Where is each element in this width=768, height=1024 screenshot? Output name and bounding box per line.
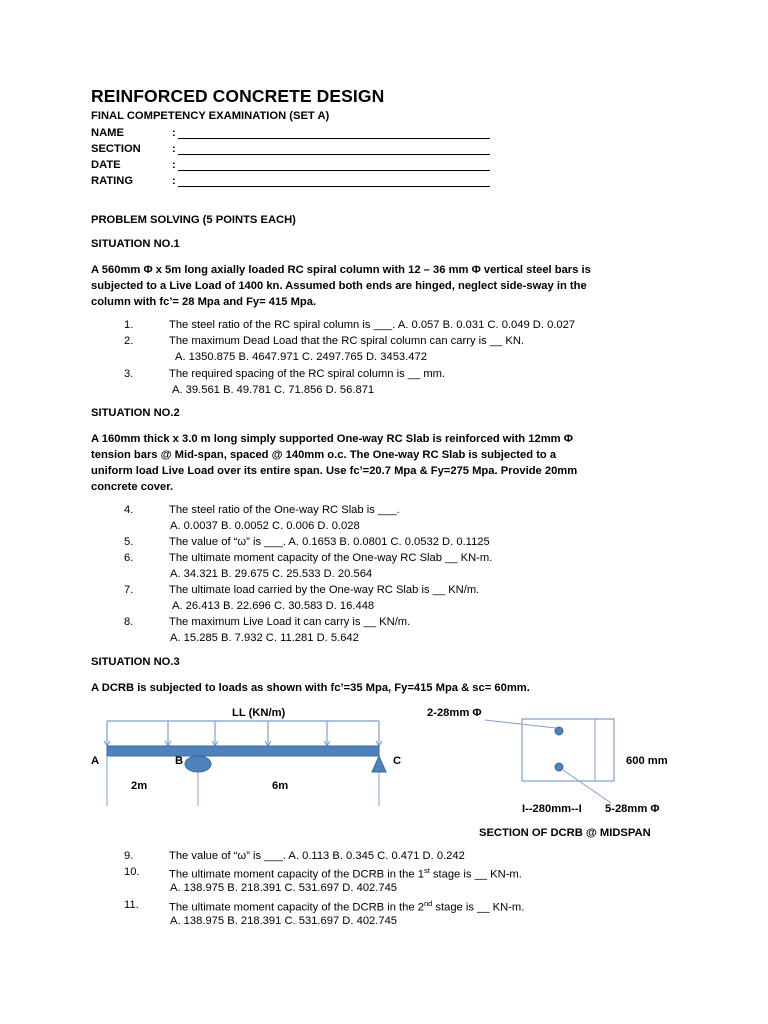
beam <box>107 746 379 756</box>
section-caption: SECTION OF DCRB @ MIDSPAN <box>479 827 651 839</box>
question-text-sup: st <box>423 866 430 875</box>
question-text <box>169 899 524 914</box>
point-b-label: B <box>175 755 184 767</box>
page-subtitle: FINAL COMPETENCY EXAMINATION (SET A) <box>91 110 330 122</box>
statement-line: A 560mm Φ x 5m long axially loaded RC spiral column with 12 – 36 mm Φ vertical steel bars is <box>91 264 591 276</box>
question-text <box>169 866 522 881</box>
problem-heading: PROBLEM SOLVING (5 POINTS EACH) <box>91 214 296 226</box>
name-colon: : <box>172 127 176 139</box>
bottom-bars-leader <box>563 770 611 803</box>
question-number: 8. <box>124 616 134 628</box>
point-a-label: A <box>91 755 100 767</box>
statement-line: column with fc’= 28 Mpa and Fy= 415 Mpa. <box>91 296 317 308</box>
question-options: A. 26.413 B. 22.696 C. 30.583 D. 16.448 <box>172 600 375 612</box>
question-number: 10. <box>124 866 140 878</box>
question-number: 9. <box>124 850 134 862</box>
top-bar <box>555 727 563 735</box>
question-text: The steel ratio of the One-way RC Slab is ___. <box>169 504 400 516</box>
question-text-sup: nd <box>423 899 433 908</box>
top-bars-leader <box>485 720 556 728</box>
question-text: The maximum Dead Load that the RC spiral column can carry is __ KN. <box>169 335 525 347</box>
statement-line: subjected to a Live Load of 1400 kn. Assumed both ends are hinged, neglect side-sway in the <box>91 280 587 292</box>
rating-label: RATING <box>91 175 134 187</box>
date-label: DATE <box>91 159 121 171</box>
question-options: A. 39.561 B. 49.781 C. 71.856 D. 56.871 <box>172 384 375 396</box>
depth-label: 600 mm <box>626 755 668 767</box>
point-c-label: C <box>393 755 402 767</box>
load-label: LL (KN/m) <box>232 707 286 719</box>
width-label: I--280mm--I <box>522 803 582 815</box>
question-text: The ultimate moment capacity of the One-way RC Slab __ KN-m. <box>169 552 493 564</box>
statement-line: concrete cover. <box>91 481 174 493</box>
question-options: A. 15.285 B. 7.932 C. 11.281 D. 5.642 <box>170 632 359 644</box>
statement-line: uniform load Live Load over its entire span. Use fc’=20.7 Mpa & Fy=275 Mpa. Provide 20mm <box>91 465 578 477</box>
top-bars-label: 2-28mm Φ <box>427 707 482 719</box>
rating-colon: : <box>172 175 176 187</box>
situation-1-title: SITUATION NO.1 <box>91 238 180 250</box>
pin-support-c <box>372 756 386 772</box>
span-2-label: 6m <box>272 780 289 792</box>
page-title: REINFORCED CONCRETE DESIGN <box>91 86 385 106</box>
question-text: The steel ratio of the RC spiral column is ___. A. 0.057 B. 0.031 C. 0.049 D. 0.027 <box>169 319 576 331</box>
question-text: The required spacing of the RC spiral column is __ mm. <box>169 368 446 380</box>
beam-section <box>522 719 614 781</box>
bottom-bars-label: 5-28mm Φ <box>605 803 660 815</box>
roller-support-b <box>185 756 211 772</box>
statement-line: tension bars @ Mid-span, spaced @ 140mm o.c. The One-way RC Slab is subjected to a <box>91 449 557 461</box>
question-number: 6. <box>124 552 134 564</box>
question-options: A. 138.975 B. 218.391 C. 531.697 D. 402.745 <box>170 915 398 927</box>
load-arrows <box>104 721 382 746</box>
question-number: 5. <box>124 536 134 548</box>
question-text-post: stage is __ KN-m. <box>429 868 522 881</box>
statement-line: A 160mm thick x 3.0 m long simply supported One-way RC Slab is reinforced with 12mm Φ <box>91 433 573 445</box>
statement-line: A DCRB is subjected to loads as shown with fc’=35 Mpa, Fy=415 Mpa & sc= 60mm. <box>91 682 530 694</box>
question-text: The maximum Live Load it can carry is __ KN/m. <box>169 616 411 628</box>
question-options: A. 0.0037 B. 0.0052 C. 0.006 D. 0.028 <box>170 520 360 532</box>
question-text: The value of “ω” is ___. A. 0.1653 B. 0.0801 C. 0.0532 D. 0.1125 <box>169 536 490 548</box>
question-text-pre: The ultimate moment capacity of the DCRB in the 2 <box>169 901 424 914</box>
question-number: 11. <box>124 899 139 911</box>
question-number: 3. <box>124 368 134 380</box>
question-options: A. 1350.875 B. 4647.971 C. 2497.765 D. 3453.472 <box>175 351 427 363</box>
question-text: The value of “ω” is ___. A. 0.113 B. 0.345 C. 0.471 D. 0.242 <box>169 850 465 862</box>
question-text-post: stage is __ KN-m. <box>432 901 525 914</box>
name-label: NAME <box>91 127 124 139</box>
question-number: 2. <box>124 335 134 347</box>
bottom-bar <box>555 763 563 771</box>
span-1-label: 2m <box>131 780 148 792</box>
question-text-pre: The ultimate moment capacity of the DCRB in the 1 <box>169 868 424 881</box>
question-options: A. 34.321 B. 29.675 C. 25.533 D. 20.564 <box>170 568 373 580</box>
question-number: 7. <box>124 584 134 596</box>
section-label: SECTION <box>91 143 141 155</box>
question-options: A. 138.975 B. 218.391 C. 531.697 D. 402.745 <box>170 882 398 894</box>
question-number: 4. <box>124 504 134 516</box>
dimension-lines <box>107 756 379 806</box>
question-text: The ultimate load carried by the One-way RC Slab is __ KN/m. <box>169 584 480 596</box>
section-colon: : <box>172 143 176 155</box>
situation-3-title: SITUATION NO.3 <box>91 656 180 668</box>
question-number: 1. <box>124 319 134 331</box>
situation-2-title: SITUATION NO.2 <box>91 407 180 419</box>
date-colon: : <box>172 159 176 171</box>
